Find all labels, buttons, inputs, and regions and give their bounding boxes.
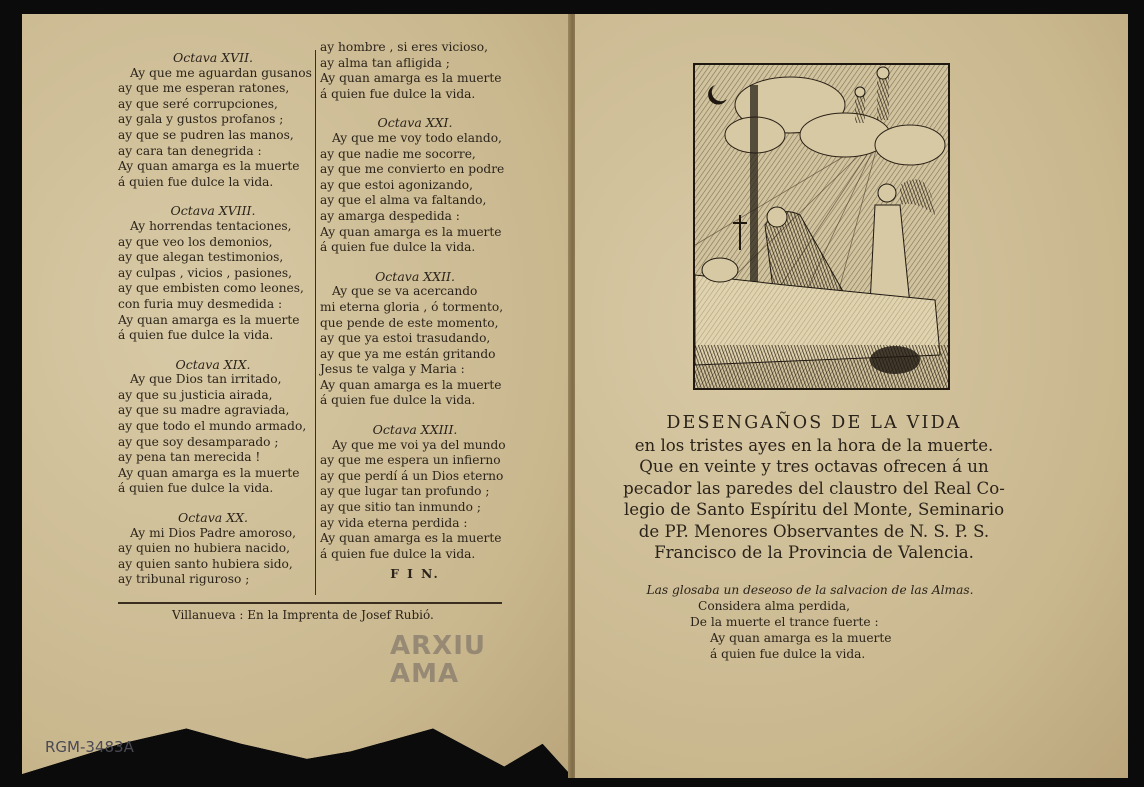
verse-line: ay que su justicia airada, [118,387,273,402]
imprint-rule [118,602,502,604]
fin-mark: F I N. [390,567,440,582]
verse-line: Ay que Dios tan irritado, [130,372,282,387]
stanza-heading: Octava XXIII. [372,422,458,438]
verse-line: Ay quan amarga es la muerte [320,531,502,546]
verse-line: ay culpas , vicios , pasiones, [118,265,293,280]
verse-line: con furia muy desmedida : [118,296,283,311]
verse-line: ay que su madre agraviada, [118,403,290,418]
stanza [118,357,308,497]
verse-line: ay que veo los demonios, [118,234,273,249]
verse-line: ay que ya estoi trasudando, [320,331,491,346]
verse-line: ay que embisten como leones, [118,281,304,296]
gloss-line: Ay quan amarga es la muerte [710,631,892,645]
verse-line: Ay horrendas tentaciones, [130,218,292,233]
subtitle-line: en los tristes ayes en la hora de la muerte. [634,435,994,455]
verse-line: Ay que me aguardan gusanos [130,65,312,80]
title-block [604,413,1024,564]
verse-line: Ay quan amarga es la muerte [320,377,502,392]
verse-line: mi eterna gloria , ó tormento, [320,299,504,314]
verse-line: ay que sitio tan inmundo ; [320,500,481,515]
stanza-heading: Octava XX. [178,510,248,526]
verse-line: Ay quan amarga es la muerte [320,224,502,239]
verse-line: que pende de este momento, [320,315,499,330]
verse-line: ay que soy desamparado ; [118,434,279,449]
verse-line: ay gala y gustos profanos ; [118,112,284,127]
verse-line: ay que nadie me socorre, [320,146,476,161]
gloss-line: De la muerte el trance fuerte : [690,615,879,629]
verse-line: ay quien santo hubiera sido, [118,556,293,571]
stanza-heading: Octava XIX. [175,356,251,372]
left-column-1 [118,50,312,601]
verse-line: á quien fue dulce la vida. [320,393,476,408]
gloss-line: á quien fue dulce la vida. [710,647,866,661]
verse-line: ay amarga despedida : [320,208,460,223]
subtitle-line: legio de Santo Espíritu del Monte, Seminario [623,500,1005,519]
deathbed-scene-image [695,65,948,388]
verse-line: ay que seré corrupciones, [118,96,278,111]
verse-line: Ay quan amarga es la muerte [320,71,502,86]
left-column-2 [320,40,510,583]
verse-line: ay que me espera un infierno [320,453,501,468]
subtitle-line: de PP. Menores Observantes de N. S. P. S. [638,521,990,541]
verse-line: ay que ya me están gritando [320,346,496,361]
verse-line: ay que el alma va faltando, [320,193,487,208]
verse-line: ay alma tan afligida ; [320,55,450,70]
column-divider [315,50,316,595]
verse-line: Ay que me voy todo elando, [332,130,502,145]
verse-line: ay que alegan testimonios, [118,250,284,265]
stanza [320,422,510,562]
woodcut-illustration [693,63,950,390]
verse-line: á quien fue dulce la vida. [320,86,476,101]
verse-line: ay cara tan denegrida : [118,143,262,158]
verse-line: Jesus te valga y Maria : [320,362,465,377]
verse-line: ay quien no hubiera nacido, [118,541,290,556]
verse-line: ay que me esperan ratones, [118,81,290,96]
stanza-heading: Octava XVIII. [170,203,256,219]
verse-line: Ay que se va acercando [332,284,478,299]
gloss-line: Considera alma perdida, [698,599,850,613]
verse-line: ay tribunal riguroso ; [118,572,250,587]
verse-line: ay vida eterna perdida : [320,515,468,530]
verse-line: Ay mi Dios Padre amoroso, [130,525,296,540]
main-title: DESENGAÑOS DE LA VIDA [666,413,962,433]
verse-line: á quien fue dulce la vida. [118,481,274,496]
stanza-continuation [320,40,510,102]
shelfmark: RGM-3483A [45,738,134,756]
verse-line: ay que se pudren las manos, [118,127,294,142]
stanza [320,269,510,409]
stanza-heading: Octava XVII. [173,50,253,65]
subtitle-line: Que en veinte y tres octavas ofrecen á un [639,457,989,476]
verse-line: ay hombre , si eres vicioso, [320,40,488,54]
verse-line: ay pena tan merecida ! [118,450,261,465]
verse-line: á quien fue dulce la vida. [320,240,476,255]
verse-line: ay que lugar tan profundo ; [320,484,490,499]
verse-line: Ay quan amarga es la muerte [118,465,300,480]
verse-line: Ay que me voi ya del mundo [332,437,506,452]
verse-line: á quien fue dulce la vida. [118,328,274,343]
subtitle-line: Francisco de la Provincia de Valencia. [654,543,974,562]
subtitle-line: pecador las paredes del claustro del Real Co- [623,478,1005,498]
verse-line: á quien fue dulce la vida. [118,174,274,189]
verse-line: Ay quan amarga es la muerte [118,159,300,174]
stanza-heading: Octava XXII. [375,268,455,284]
stanza-heading: Octava XXI. [377,115,453,131]
verse-line: ay que perdí á un Dios eterno [320,468,504,483]
verse-line: ay que estoi agonizando, [320,177,473,192]
gloss-intro: Las glosaba un deseoso de la salvacion de las Almas. [646,583,974,597]
verse-line: ay que todo el mundo armado, [118,419,307,434]
stanza [320,115,510,255]
stanza [118,50,312,190]
imprint-line: Villanueva : En la Imprenta de Josef Rubió. [172,608,434,622]
verse-line: ay que me convierto en podre [320,162,505,177]
gloss-block [640,582,980,662]
archive-stamp: ARXIU AMA [390,631,486,689]
verse-line: Ay quan amarga es la muerte [118,312,300,327]
verse-line: á quien fue dulce la vida. [320,546,476,561]
stanza [118,203,308,343]
stanza [118,510,308,588]
